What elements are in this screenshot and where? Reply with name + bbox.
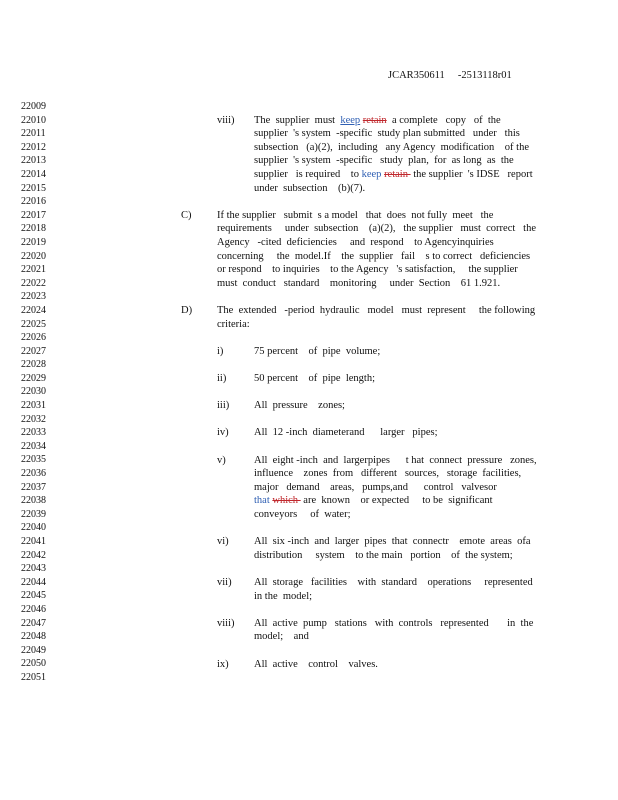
text-run: or respond to inquiries to the Agency 's satisfaction, the supplier: [217, 264, 518, 276]
line-number: 22036: [21, 468, 46, 480]
line-number: 22013: [21, 155, 46, 167]
text-run: supplier 's system -specific study plan, for as long as the: [254, 155, 514, 167]
text-line: [217, 236, 494, 250]
text-run: Agency -cited deficiencies and respond to Agencyinquiries: [217, 237, 494, 248]
line-number: 22027: [21, 345, 46, 357]
text-line: [217, 304, 535, 318]
text-line: [217, 250, 530, 264]
item-label: iv): [217, 427, 229, 439]
text-line: [217, 277, 500, 291]
text-line: [254, 168, 533, 182]
deleted-text: retain: [362, 114, 387, 126]
text-line: [254, 141, 529, 155]
line-number: 22043: [21, 563, 46, 575]
text-line: [254, 508, 351, 522]
text-run: 75 percent of pipe volume;: [254, 345, 381, 357]
line-number: 22025: [21, 318, 46, 330]
deleted-text: retain: [384, 169, 411, 180]
line-number: 22039: [21, 508, 46, 520]
line-number: 22031: [21, 400, 46, 412]
inserted-text: keep: [361, 169, 382, 180]
text-run: If the supplier submit s a model that does not fully meet the: [217, 209, 494, 221]
text-line: [254, 127, 520, 141]
item-label: viii): [217, 617, 235, 629]
text-run: concerning the model.If the supplier fail s to correct deficiencies: [217, 250, 531, 262]
line-number: 22016: [21, 196, 46, 208]
deleted-text: which: [272, 495, 301, 507]
line-number: 22012: [21, 141, 46, 153]
text-line: [217, 263, 518, 277]
text-line: [217, 318, 250, 332]
inserted-text: keep: [340, 114, 361, 126]
line-number: 22041: [21, 536, 46, 547]
text-line: [254, 549, 513, 563]
line-number: 22048: [21, 631, 46, 643]
text-line: [254, 576, 533, 590]
item-label: D): [181, 305, 193, 316]
text-run: supplier 's system -specific study plan submitted under this: [254, 128, 520, 140]
item-label: C): [181, 209, 192, 221]
text-line: [217, 209, 493, 223]
line-number: 22047: [21, 617, 46, 629]
line-number: 22044: [21, 576, 46, 588]
text-line: [254, 535, 531, 549]
item-label: iii): [217, 400, 230, 412]
text-line: [254, 399, 345, 413]
line-number: 22021: [21, 264, 46, 276]
line-number: 22024: [21, 304, 46, 316]
text-run: distribution system to the main portion of the system;: [254, 549, 513, 561]
line-number: 22035: [21, 454, 46, 466]
line-number: 22009: [21, 101, 46, 112]
line-number: 22051: [21, 671, 46, 683]
line-number: 22037: [21, 481, 46, 493]
item-label: ii): [217, 373, 227, 384]
line-number: 22046: [21, 603, 46, 615]
line-number: 22023: [21, 291, 46, 303]
text-run: major demand areas, pumps,and control valvesor: [254, 481, 497, 493]
text-run: All active pump stations with controls represented in the: [254, 617, 534, 629]
line-number: 22020: [21, 250, 46, 262]
line-number: 22045: [21, 590, 46, 602]
text-line: [254, 372, 375, 386]
line-number: 22033: [21, 427, 46, 439]
line-number: 22014: [21, 168, 46, 180]
line-number: 22019: [21, 236, 46, 248]
text-run: influence zones from different sources, storage facilities,: [254, 468, 522, 480]
line-number: 22040: [21, 522, 46, 534]
text-run: All eight -inch and largerpipes t hat connect pressure zones,: [254, 454, 537, 466]
text-run: criteria:: [217, 318, 250, 330]
document-header: JCAR350611 -2513118r01: [388, 70, 512, 81]
line-number: 22028: [21, 359, 46, 371]
inserted-text: that: [254, 495, 270, 507]
text-run: a complete copy of the: [386, 114, 501, 126]
line-number: 22018: [21, 223, 46, 235]
line-number: 22050: [21, 658, 46, 670]
text-line: [217, 222, 536, 236]
item-label: ix): [217, 658, 229, 670]
text-line: [254, 114, 501, 128]
text-run: under subsection (b)(7).: [254, 182, 366, 194]
text-run: The supplier must: [254, 114, 341, 126]
line-number: 22038: [21, 495, 46, 507]
text-line: [254, 345, 380, 359]
line-number: 22017: [21, 209, 46, 221]
text-line: [254, 154, 514, 168]
text-run: subsection (a)(2), including any Agency modification of the: [254, 141, 529, 153]
text-line: [254, 617, 533, 631]
text-run: All pressure zones;: [254, 400, 345, 412]
text-run: supplier is required to: [254, 169, 362, 180]
line-number: 22030: [21, 386, 46, 398]
text-line: [254, 494, 493, 508]
text-run: must conduct standard monitoring under Section 61 1.921.: [217, 277, 501, 289]
text-run: All active control valves.: [254, 658, 378, 670]
text-line: [254, 630, 309, 644]
text-run: 50 percent of pipe length;: [254, 373, 376, 384]
text-line: [254, 590, 312, 604]
text-line: [254, 426, 438, 440]
text-run: The extended -period hydraulic model must represent the following: [217, 305, 536, 316]
line-number: 22049: [21, 644, 46, 656]
text-run: model; and: [254, 631, 309, 643]
item-label: viii): [217, 114, 235, 126]
text-line: [254, 481, 497, 495]
line-number: 22042: [21, 549, 46, 561]
text-line: [254, 182, 365, 196]
item-label: v): [217, 454, 226, 466]
text-line: [254, 467, 521, 481]
line-number: 22026: [21, 332, 46, 344]
text-run: are known or expected to be significant: [300, 495, 493, 507]
text-run: requirements under subsection (a)(2), the supplier must correct the: [217, 223, 536, 235]
text-line: [254, 454, 537, 468]
line-number: 22015: [21, 182, 46, 194]
text-run: conveyors of water;: [254, 509, 351, 520]
item-label: vii): [217, 577, 232, 588]
line-number: 22032: [21, 413, 46, 425]
line-number-column: [21, 100, 61, 685]
text-run: All storage facilities with standard operations represented: [254, 577, 533, 588]
line-number: 22034: [21, 440, 46, 452]
item-label: i): [217, 345, 224, 357]
line-number: 22011: [21, 128, 46, 140]
line-number: 22022: [21, 277, 46, 289]
text-run: in the model;: [254, 590, 313, 602]
text-line: [254, 658, 378, 672]
text-run: All 12 -inch diameterand larger pipes;: [254, 427, 438, 439]
line-number: 22010: [21, 114, 46, 126]
line-number: 22029: [21, 372, 46, 384]
item-label: vi): [217, 536, 229, 548]
text-run: All six -inch and larger pipes that connectr emote areas ofa: [254, 536, 531, 548]
text-run: the supplier 's IDSE report: [410, 169, 533, 180]
